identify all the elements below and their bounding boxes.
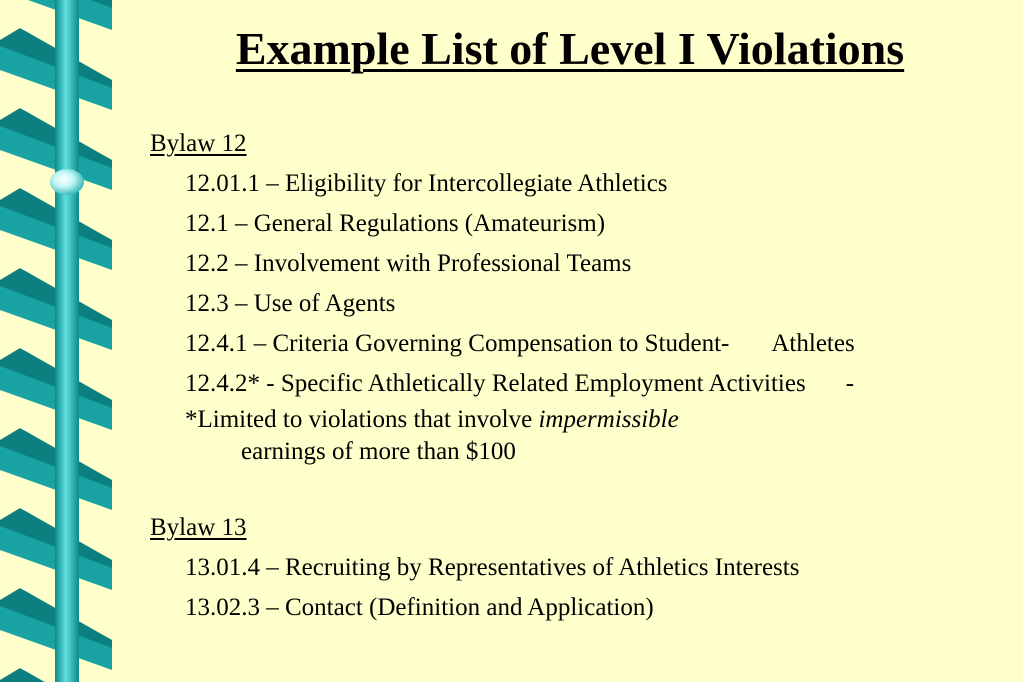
note-prefix: *Limited to violations that involve (185, 406, 539, 433)
page-title: Example List of Level I Violations (235, 23, 905, 74)
bead-icon (50, 169, 84, 195)
section-heading-bylaw-12: Bylaw 12 (150, 130, 247, 157)
list-item (150, 324, 1000, 364)
violations-list (150, 124, 1000, 628)
list-item-part: 12.4.2* - Specific Athletically Related Employment Activities (185, 370, 806, 397)
teal-ribbon-decoration (0, 0, 115, 682)
list-item-part: Athletes (771, 330, 855, 357)
list-item: 13.02.3 – Contact (Definition and Application) (185, 594, 654, 621)
note-emphasis: impermissible (538, 406, 679, 433)
section-heading-bylaw-13: Bylaw 13 (150, 514, 247, 541)
list-item (150, 364, 1000, 404)
list-item: 13.01.4 – Recruiting by Representatives of Athletics Interests (185, 554, 800, 581)
list-item: 12.1 – General Regulations (Amateurism) (185, 210, 606, 237)
list-item: 12.3 – Use of Agents (185, 290, 396, 317)
list-item: 12.2 – Involvement with Professional Teams (185, 250, 632, 277)
list-item: 12.01.1 – Eligibility for Intercollegiate Athletics (185, 170, 668, 197)
note-line: earnings of more than $100 (241, 438, 516, 465)
note-line (150, 404, 1000, 436)
list-item-part: 12.4.1 – Criteria Governing Compensation to Student- (185, 330, 730, 357)
list-item-dash: - (845, 370, 855, 397)
